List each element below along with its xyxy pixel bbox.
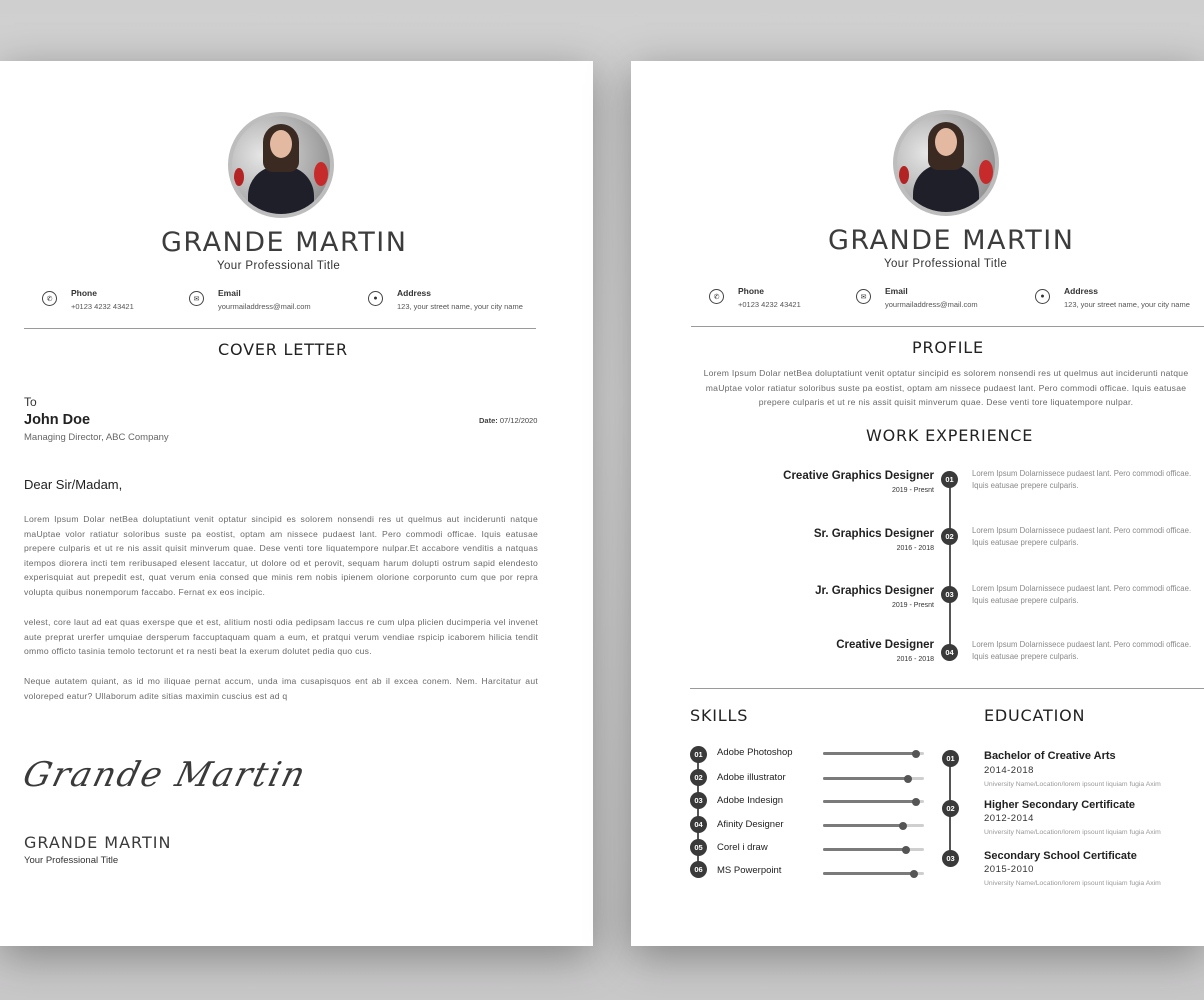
- signature: Grande Martin: [19, 755, 312, 795]
- contact-email: ✉ Email yourmailaddress@mail.com: [189, 288, 311, 311]
- contact-address: ● Address 123, your street name, your city name: [1035, 286, 1190, 309]
- skills-heading: SKILLS: [690, 706, 749, 725]
- greeting: Dear Sir/Madam,: [24, 477, 123, 492]
- profile-heading: PROFILE: [912, 338, 984, 357]
- work-experience-heading: WORK EXPERIENCE: [866, 426, 1034, 445]
- footer-title: Your Professional Title: [24, 855, 119, 866]
- skill-bar: [823, 848, 924, 851]
- location-icon: ●: [1035, 289, 1050, 304]
- skill-bar: [823, 800, 924, 803]
- skill-bar: [823, 872, 924, 875]
- skill-bar: [823, 777, 924, 780]
- divider: [24, 328, 536, 329]
- timeline-dot: 01: [941, 471, 958, 488]
- profile-text: Lorem Ipsum Dolar netBea doluptatiunt venit optatur sincipid es solorem nonsendi res ut quelmus aut inciderunti natque maUptae volor ratiatur soloribus suste pa eostist, optam am nissece pudaest lant. Pero commodi officae. Iquis eatusae prepere culparis et ut re nis assit quisit minverum quae. Dese venti tore liquatempore nulpar.: [703, 368, 1189, 408]
- timeline-dot: 02: [941, 528, 958, 545]
- letter-paragraph-3: Neque autatem quiant, as id mo iliquae pernat accum, unda ima cusapisquos ent ab il excea conem. Nem. Harcitatur aut voloreped eatur? Ullaborum adite sitias maximin cuscius est ad q: [24, 676, 538, 701]
- email-icon: ✉: [856, 289, 871, 304]
- divider: [691, 326, 1204, 327]
- profile-photo: [893, 110, 999, 216]
- email-icon: ✉: [189, 291, 204, 306]
- contact-phone: ✆ Phone +0123 4232 43421: [709, 286, 801, 309]
- timeline-dot: 03: [941, 586, 958, 603]
- to-label: To: [24, 395, 37, 409]
- education-heading: EDUCATION: [984, 706, 1086, 725]
- cover-letter-heading: COVER LETTER: [218, 340, 348, 359]
- candidate-name: GRANDE MARTIN: [161, 227, 408, 258]
- work-timeline-line: [949, 480, 951, 653]
- skill-bar: [823, 824, 924, 827]
- cover-letter-page: [0, 61, 593, 946]
- divider: [690, 688, 1204, 689]
- candidate-name: GRANDE MARTIN: [828, 225, 1075, 256]
- phone-icon: ✆: [709, 289, 724, 304]
- letter-paragraph-1: Lorem Ipsum Dolar netBea doluptatiunt venit optatur sincipid es solorem nonsendi res ut quelmus aut inciderunti natque maUptae volor ratiatur soloribus suste pa eostist, optam am nissece pudaest lant. Pero commodi officae. Iquis eatusae prepere culparis et ut re nis assit quisit minverum quae. Dese venti tore liquatempore nulpar.Et accabore venditis a natquas itempos diorera incti tem reribusaped elesent laccatur, ut dolore od et perovit, sequam harum dolupti ostrum sapid elendesto experisquiat aut prepedit est, quat verum enia consed que minis rem nobis ipienem olorione corporunto cum que por repra volupta quibus nonemporum faccabo. Fernat ex eos incipic.: [24, 514, 538, 597]
- contact-address: ● Address 123, your street name, your city name: [368, 288, 523, 311]
- recipient-name: John Doe: [24, 412, 91, 428]
- phone-icon: ✆: [42, 291, 57, 306]
- timeline-dot: 04: [941, 644, 958, 661]
- professional-title: Your Professional Title: [884, 258, 1008, 270]
- location-icon: ●: [368, 291, 383, 306]
- skill-bar: [823, 752, 924, 755]
- contact-email: ✉ Email yourmailaddress@mail.com: [856, 286, 978, 309]
- professional-title: Your Professional Title: [217, 260, 341, 272]
- contact-phone: ✆ Phone +0123 4232 43421: [42, 288, 134, 311]
- profile-photo: [228, 112, 334, 218]
- footer-name: GRANDE MARTIN: [24, 833, 172, 852]
- letter-date: Date: 07/12/2020: [479, 416, 538, 425]
- resume-page: GRANDE MARTIN Your Professional Title ✆ Phone +0123 4232 43421 ✉ Email yourmailaddress@mail.com ● Address 123, your street name, your city name PROFILE Lorem Ipsum Dolar netBea doluptatiunt venit optatur sincipid es solorem nonsendi res ut quelmus aut inciderunti natque maUptae volor ratiatur soloribus suste pa eostist, optam am nissece pudaest lant. Pero commodi officae. Iquis eatusae prepere culparis et ut re nis assit quisit minverum quae. Dese venti tore liquatempore nulpar. WORK EXPERIENCE Creative Graphics Designer 2019 - Presnt 01 Lorem Ipsum Dolarnissece pudaest lant. Pero commodi officae. Iquis eatusae prepere culparis. Sr. Graphics Designer 2016 - 2018 02 Lorem Ipsum Dolarnissece pudaest lant. Pero commodi officae. Iquis eatusae prepere culparis. Jr. Graphics Designer 2019 - Presnt 03 Lorem Ipsum Dolarnissece pudaest lant. Pero commodi officae. Iquis eatusae prepere culparis. Creative Designer 2016 - 2018 04 Lorem Ipsum Dolarnissece pudaest lant. Pero commodi officae. Iquis eatusae prepere culparis. SKILLS 01 Adobe Photoshop 02 Adobe illustrator 03 Adobe Indesign 04 Afinity Designer 05 Corel i draw 06 MS Powerpoint EDUCATION 01 Bachelor of Creative Arts 2014-2018 University Name/Location/lorem ipsount liquiam fugia Axim 02 Higher Secondary Certificate 2012-2014 University Name/Location/lorem ipsount liquiam fugia Axim 03 Secondary School Certificate 2015-2010 University Name/Location/lorem ipsount liquiam fugia Axim: [631, 61, 1204, 946]
- recipient-role: Managing Director, ABC Company: [24, 432, 169, 443]
- letter-paragraph-2: velest, core laut ad eat quas exerspe que et est, alitium nosti odia pedipsam laccus re cum ulpa plicien ducimperia vel invenet aute preprat urerfer umquiae dersperum faccuptaquam quam a eum, et pratqui verum vendiae rspicip icaborem hilicia tendit ommo officto tasinia temolo tectorunt et ra nesti beat la exerum dolutet pedia quo cus.: [24, 617, 538, 657]
